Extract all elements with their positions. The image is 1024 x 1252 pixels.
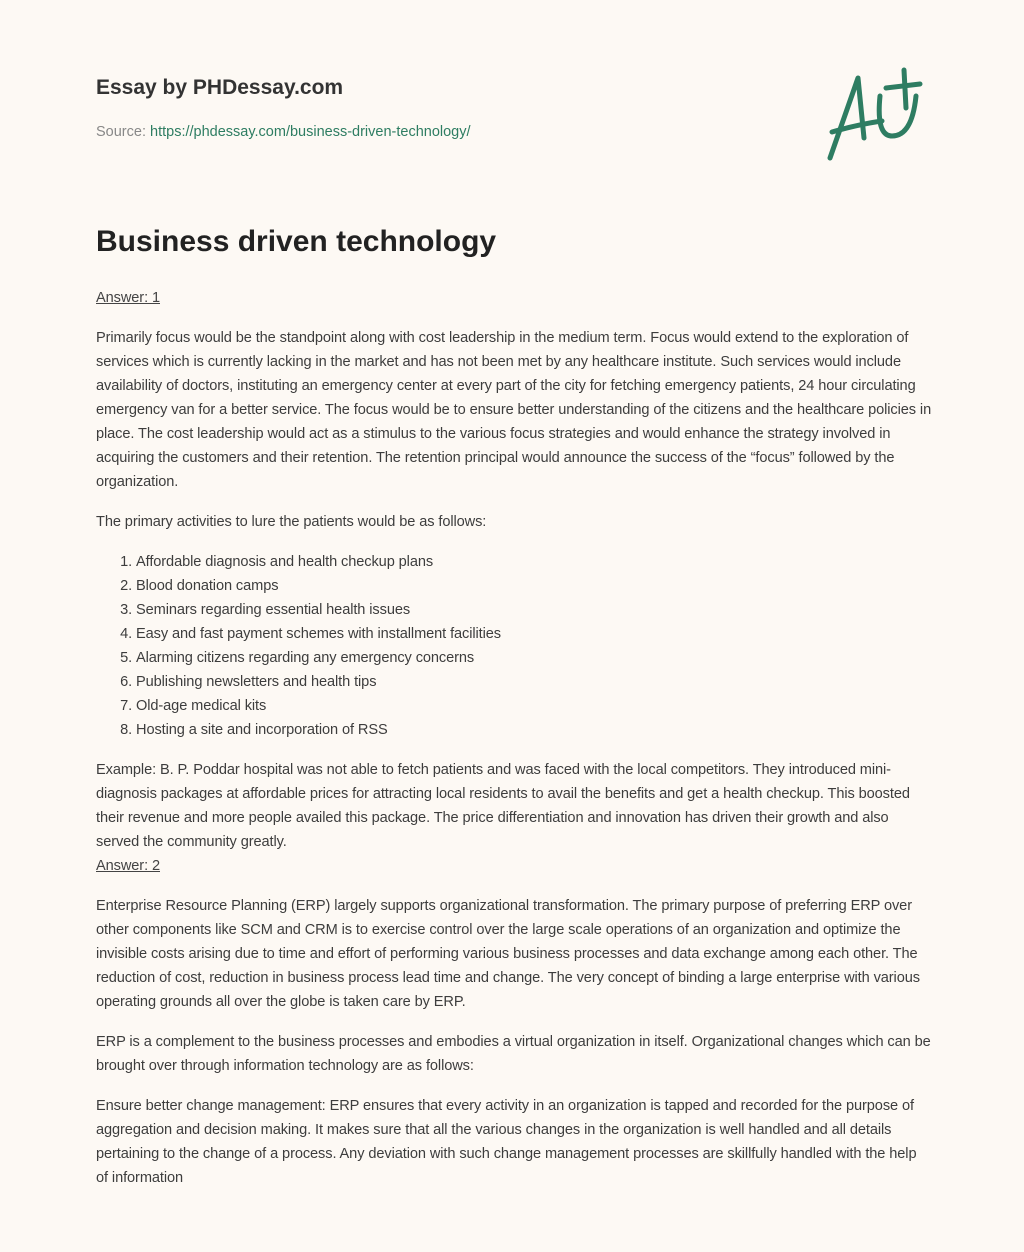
site-title: Essay by PHDessay.com bbox=[96, 76, 344, 99]
source-label: Source: bbox=[96, 124, 146, 140]
list-item: 6. Publishing newsletters and health tips bbox=[136, 670, 932, 694]
list-item: 5. Alarming citizens regarding any emergency concerns bbox=[136, 646, 932, 670]
list-item: 4. Easy and fast payment schemes with installment facilities bbox=[136, 622, 932, 646]
article-body bbox=[96, 286, 932, 1206]
list-item: 7. Old-age medical kits bbox=[136, 694, 932, 718]
source-link[interactable]: https://phdessay.com/business-driven-technology/ bbox=[150, 124, 471, 140]
answer-1-heading: Answer: 1 bbox=[96, 290, 160, 306]
source-line bbox=[96, 124, 471, 140]
list-item: 2. Blood donation camps bbox=[136, 574, 932, 598]
paragraph-2: The primary activities to lure the patients would be as follows: bbox=[96, 514, 487, 530]
list-item: 8. Hosting a site and incorporation of RSS bbox=[136, 718, 932, 742]
paragraph-erp: Enterprise Resource Planning (ERP) largely supports organizational transformation. The primary purpose of preferring ERP over other components like SCM and CRM is to exercise control over the large scale operations of an organization and optimize the invisible costs arising due to time and effort of performing various business processes and data exchange among each other. The reduction of cost, reduction in business process lead time and change. The very concept of binding a large enterprise with various operating grounds all over the globe is taken care by ERP. bbox=[96, 898, 920, 1010]
answer-2-heading: Answer: 2 bbox=[96, 858, 160, 874]
paragraph-1: Primarily focus would be the standpoint along with cost leadership in the medium term. Focus would extend to the exploration of services which is currently lacking in the market and has not been met by any healthcare institute. Such services would include availability of doctors, instituting an emergency center at every part of the city for fetching emergency patients, 24 hour circulating emergency van for a better service. The focus would be to ensure better understanding of the citizens and the healthcare policies in place. The cost leadership would act as a stimulus to the various focus strategies and would enhance the strategy involved in acquiring the customers and their retention. The retention principal would announce the success of the “focus” followed by the organization. bbox=[96, 330, 932, 490]
paragraph-example: Example: B. P. Poddar hospital was not able to fetch patients and was faced with the local competitors. They introduced mini-diagnosis packages at affordable prices for attracting local residents to avail the benefits and get a health checkup. This boosted their revenue and more people availed this package. The price differentiation and innovation has driven their growth and also served the community greatly. bbox=[96, 762, 910, 850]
page-title: Business driven technology bbox=[96, 225, 497, 258]
a-plus-logo-icon bbox=[820, 66, 930, 166]
list-item: 3. Seminars regarding essential health issues bbox=[136, 598, 932, 622]
activities-list bbox=[96, 550, 932, 742]
list-item: 1. Affordable diagnosis and health checkup plans bbox=[136, 550, 932, 574]
paragraph-change-management: Ensure better change management: ERP ensures that every activity in an organization is tapped and recorded for the purpose of aggregation and decision making. It makes sure that all the various changes in the organization is well handled and all details pertaining to the change of a process. Any deviation with such change management processes are skillfully handled with the help of information bbox=[96, 1098, 917, 1186]
paragraph-erp-complement: ERP is a complement to the business processes and embodies a virtual organization in itself. Organizational changes which can be brought over through information technology are as follows: bbox=[96, 1034, 931, 1074]
